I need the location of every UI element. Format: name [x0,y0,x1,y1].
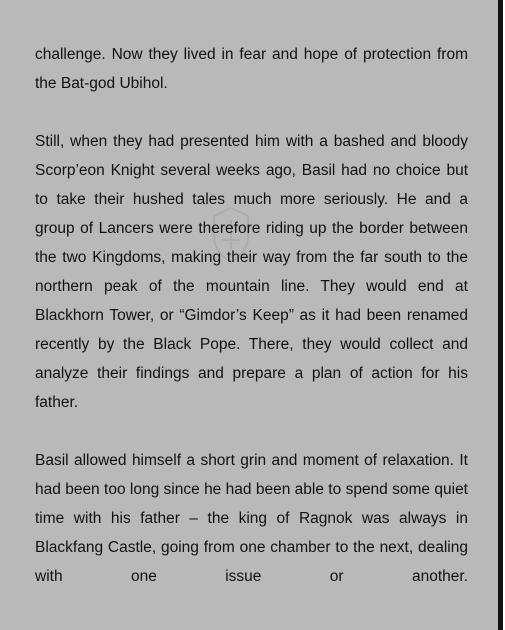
paragraph-2: Still, when they had presented him with a bashed and bloody Scorp’eon Knight several weeks ago, Basil had no choice but to take their hushed tales much more seriously. He and a group of Lancers were therefore riding up the border between the two Kingdoms, making their way from the far south to the northern peak of the mountain line. They would end at Blackhorn Tower, or “Gimdor’s Keep” as it had been renamed recently by the Black Pope. There, they would collect and analyze their findings and prepare a plan of action for his father. [35,133,468,411]
paragraph-1: challenge. Now they lived in fear and hope of protection from the Bat-god Ubihol. [35,46,468,92]
paragraph-3: Basil allowed himself a short grin and moment of relaxation. It had been too long since he had been able to spend some quiet time with his father – the king of Ragnok was always in Blackfang Castle, going from one chamber to the next, dealing with one issue or another. [35,452,468,585]
document-body [35,40,468,591]
